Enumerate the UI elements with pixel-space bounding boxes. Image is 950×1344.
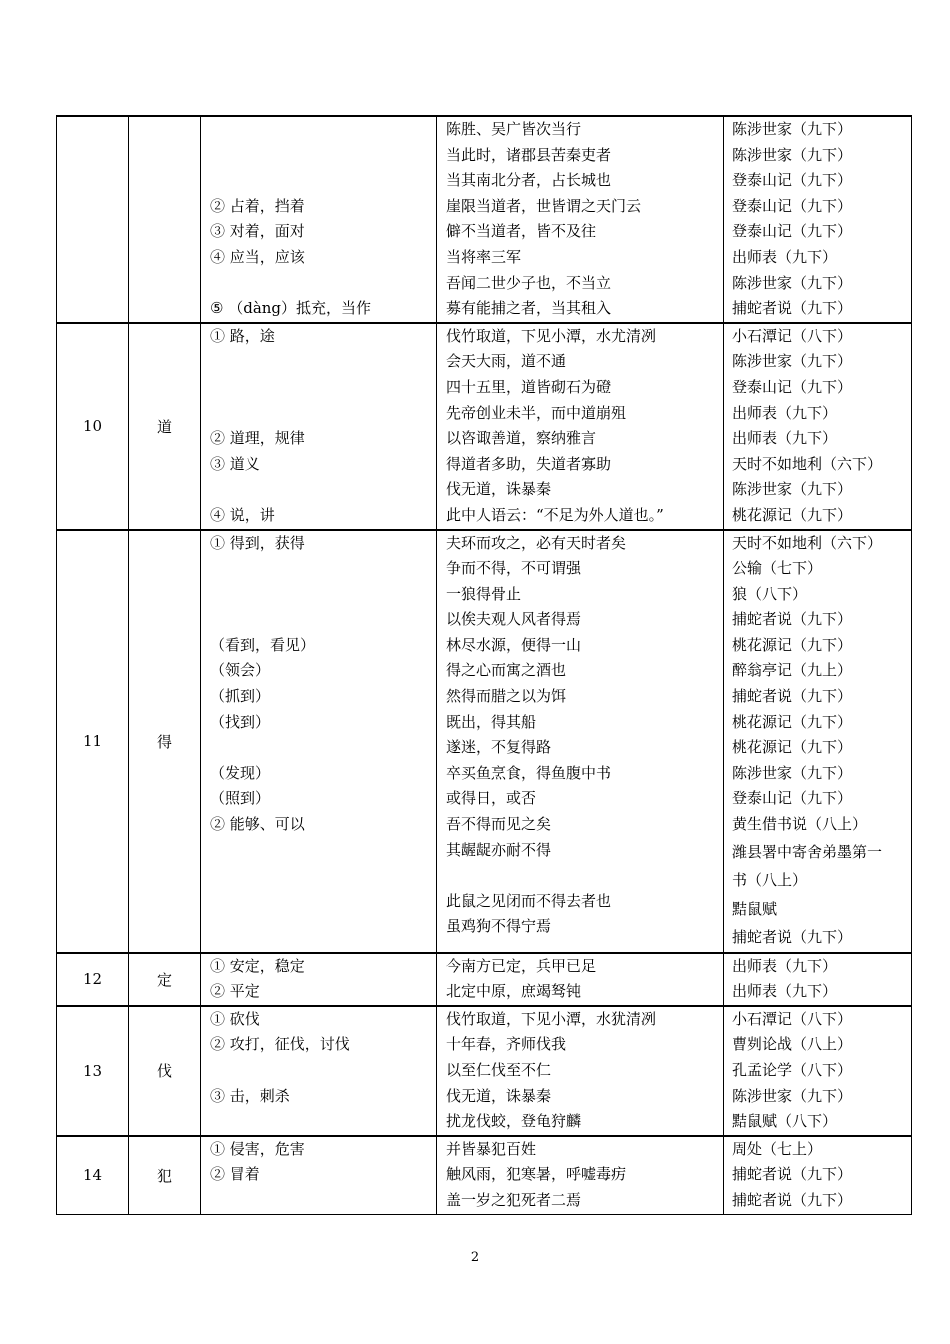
meaning-line xyxy=(201,477,436,503)
page-number: 2 xyxy=(470,1250,480,1265)
example-sentences-cell xyxy=(437,530,724,953)
sentence-line: 一狼得骨止 xyxy=(446,584,522,603)
source-line: 狼（八下） xyxy=(732,584,808,603)
sentence-line: 林尽水源，便得一山 xyxy=(446,635,582,654)
meaning-line: ② 占着，挡着 xyxy=(210,196,305,215)
sentence-line: 募有能捕之者，当其租入 xyxy=(446,299,612,318)
meaning-line: ④ 应当，应该 xyxy=(210,247,305,266)
source-line: 出师表（九下） xyxy=(732,429,838,448)
source-line: 小石潭记（八下） xyxy=(732,1009,853,1028)
meaning-line: ③ 击，刺杀 xyxy=(210,1086,290,1105)
meaning-line: （找到） xyxy=(210,712,271,731)
source-line: 公输（七下） xyxy=(732,559,823,578)
entry-number xyxy=(57,116,129,323)
meaning-line xyxy=(201,889,436,915)
source-line: 捕蛇者说（九下） xyxy=(732,299,853,318)
meaning-line xyxy=(201,1188,436,1214)
meaning-line: ② 道理，规律 xyxy=(210,429,305,448)
sentence-line: 盖一岁之犯死者二焉 xyxy=(446,1190,582,1209)
source-line: 登泰山记（九下） xyxy=(732,789,853,808)
example-sentences-cell xyxy=(437,953,724,1006)
sentence-line: 得之心而寓之酒也 xyxy=(446,661,567,680)
meaning-line: ③ 道义 xyxy=(210,454,260,473)
source-texts-cell xyxy=(724,116,912,323)
sentence-line: 会天大雨，道不通 xyxy=(446,352,567,371)
meaning-line: ① 砍伐 xyxy=(210,1009,260,1028)
source-line: 陈涉世家（九下） xyxy=(732,273,853,292)
source-texts-cell xyxy=(724,530,912,953)
meaning-line xyxy=(201,375,436,401)
source-line: 黄生借书说（八上） xyxy=(732,815,868,834)
meaning-line xyxy=(201,401,436,427)
meaning-line: （看到，看见） xyxy=(210,635,316,654)
table-row xyxy=(57,530,912,953)
source-line: 陈涉世家（九下） xyxy=(732,120,853,138)
sentence-line: 四十五里，道皆砌石为磴 xyxy=(446,377,612,396)
source-line: 登泰山记（九下） xyxy=(732,196,853,215)
meaning-line xyxy=(201,556,436,582)
meaning-line: ② 能够、可以 xyxy=(210,815,305,834)
sentence-line: 虽鸡狗不得宁焉 xyxy=(446,917,552,936)
source-texts-cell xyxy=(724,323,912,530)
source-line: 捕蛇者说（九下） xyxy=(732,1190,853,1209)
table-row xyxy=(57,116,912,323)
meaning-line xyxy=(201,735,436,761)
meaning-line: ④ 说，讲 xyxy=(210,505,275,524)
sentence-line: 争而不得，不可谓强 xyxy=(446,559,582,578)
source-line: 出师表（九下） xyxy=(732,403,838,422)
sentence-line: 伐无道，诛暴秦 xyxy=(446,480,552,499)
table-row xyxy=(57,1006,912,1136)
sentence-line: 吾闻二世少子也，不当立 xyxy=(446,273,612,292)
example-sentences-cell xyxy=(437,116,724,323)
meaning-line: （照到） xyxy=(210,789,271,808)
table-row xyxy=(57,953,912,1006)
entry-character: 道 xyxy=(129,323,201,530)
meaning-line xyxy=(201,117,436,143)
sentence-line: 以俟夫观人风者得焉 xyxy=(446,610,582,629)
meaning-line xyxy=(201,271,436,297)
source-line: 捕蛇者说（九下） xyxy=(732,610,853,629)
source-line: 周处（七上） xyxy=(732,1139,823,1158)
source-line: 潍县署中寄舍弟墨第一 xyxy=(732,842,883,861)
meaning-line: ① 侵害，危害 xyxy=(210,1139,305,1158)
sentence-line: 伐竹取道，下见小潭，水犹清冽 xyxy=(446,1009,657,1028)
sentence-line: 伐无道，诛暴秦 xyxy=(446,1086,552,1105)
source-line: 书（八上） xyxy=(732,871,808,890)
sentence-line: 伐竹取道，下见小潭，水尤清冽 xyxy=(446,326,657,345)
meaning-line: ② 冒着 xyxy=(210,1165,260,1184)
source-line: 陈涉世家（九下） xyxy=(732,763,853,782)
meaning-line: ② 攻打，征伐，讨伐 xyxy=(210,1035,350,1054)
meaning-line xyxy=(201,607,436,633)
table-row xyxy=(57,1136,912,1214)
sentence-line: 然得而腊之以为饵 xyxy=(446,687,567,706)
source-line: 曹刿论战（八上） xyxy=(732,1035,853,1054)
sentence-line: 遂迷，不复得路 xyxy=(446,738,552,757)
source-line: 出师表（九下） xyxy=(732,956,838,975)
meaning-line: （领会） xyxy=(210,661,271,680)
entry-character: 定 xyxy=(129,953,201,1006)
meaning-line: ① 安定，稳定 xyxy=(210,956,305,975)
sentence-line: 十年春，齐师伐我 xyxy=(446,1035,567,1054)
source-line: 桃花源记（九下） xyxy=(732,738,853,757)
sentence-line: 扰龙伐蛟，登龟狩麟 xyxy=(446,1112,582,1131)
source-texts-cell xyxy=(724,1136,912,1214)
meaning-line xyxy=(201,863,436,889)
sentence-line: 卒买鱼烹食，得鱼腹中书 xyxy=(446,763,612,782)
sentence-line: 当将率三军 xyxy=(446,247,522,266)
sentence-line: 当其南北分者，占长城也 xyxy=(446,171,612,190)
source-line: 醉翁亭记（九上） xyxy=(732,661,853,680)
meanings-cell xyxy=(201,953,437,1006)
source-line: 黠鼠赋（八下） xyxy=(732,1112,838,1131)
sentence-line: 崖限当道者，世皆谓之天门云 xyxy=(446,196,642,215)
source-line: 天时不如地利（六下） xyxy=(732,454,883,473)
sentence-line: 僻不当道者，皆不及往 xyxy=(446,222,597,241)
meaning-line xyxy=(201,582,436,608)
source-texts-cell xyxy=(724,1006,912,1136)
sentence-line: 或得日，或否 xyxy=(446,789,537,808)
source-line: 捕蛇者说（九下） xyxy=(732,1165,853,1184)
meaning-line: （发现） xyxy=(210,763,271,782)
meaning-line xyxy=(201,168,436,194)
sentence-line: 既出，得其船 xyxy=(446,712,537,731)
source-line: 捕蛇者说（九下） xyxy=(732,928,853,947)
meanings-cell xyxy=(201,116,437,323)
meanings-cell xyxy=(201,1136,437,1214)
source-line: 出师表（九下） xyxy=(732,982,838,1001)
source-line: 登泰山记（九下） xyxy=(732,222,853,241)
entry-number: 13 xyxy=(57,1006,129,1136)
meanings-cell xyxy=(201,323,437,530)
meaning-line xyxy=(201,349,436,375)
meanings-cell xyxy=(201,1006,437,1136)
source-line: 陈涉世家（九下） xyxy=(732,1086,853,1105)
sentence-line: 得道者多助，失道者寡助 xyxy=(446,454,612,473)
meaning-line: ① 得到，获得 xyxy=(210,533,305,552)
meaning-line: ① 路，途 xyxy=(210,326,275,345)
meaning-line xyxy=(201,143,436,169)
sentence-line: 夫环而攻之，必有天时者矣 xyxy=(446,533,627,552)
meanings-cell xyxy=(201,530,437,953)
sentence-line: 陈胜、吴广皆次当行 xyxy=(446,120,582,138)
sentence-line: 此中人语云：“不足为外人道也。” xyxy=(446,505,664,524)
meaning-line xyxy=(201,1058,436,1084)
source-line: 黠鼠赋 xyxy=(732,899,778,918)
source-line: 陈涉世家（九下） xyxy=(732,480,853,499)
example-sentences-cell xyxy=(437,1006,724,1136)
sentence-line: 以咨诹善道，察纳雅言 xyxy=(446,429,597,448)
sentence-line: 先帝创业未半，而中道崩殂 xyxy=(446,403,627,422)
source-line: 桃花源记（九下） xyxy=(732,712,853,731)
meaning-line xyxy=(201,838,436,864)
meaning-line: ③ 对着，面对 xyxy=(210,222,305,241)
meaning-line: ② 平定 xyxy=(210,982,260,1001)
source-line: 桃花源记（九下） xyxy=(732,505,853,524)
source-texts-cell xyxy=(724,953,912,1006)
meaning-line: （抓到） xyxy=(210,687,271,706)
sentence-line: 吾不得而见之矣 xyxy=(446,815,552,834)
source-line: 天时不如地利（六下） xyxy=(732,533,883,552)
sentence-line: 其龌龊亦耐不得 xyxy=(446,840,552,859)
entry-number: 12 xyxy=(57,953,129,1006)
sentence-line: 并皆暴犯百姓 xyxy=(446,1139,537,1158)
source-line: 出师表（九下） xyxy=(732,247,838,266)
source-line: 桃花源记（九下） xyxy=(732,635,853,654)
sentence-line: 今南方已定，兵甲已足 xyxy=(446,956,597,975)
entry-number: 11 xyxy=(57,530,129,953)
meaning-line: ⑤ （dàng）抵充，当作 xyxy=(210,299,372,318)
meaning-line xyxy=(201,1109,436,1135)
source-line: 陈涉世家（九下） xyxy=(732,145,853,164)
entry-character: 得 xyxy=(129,530,201,953)
vocabulary-table xyxy=(56,115,912,1215)
entry-number: 14 xyxy=(57,1136,129,1214)
source-line: 小石潭记（八下） xyxy=(732,326,853,345)
entry-character: 伐 xyxy=(129,1006,201,1136)
entry-character: 犯 xyxy=(129,1136,201,1214)
sentence-line: 以至仁伐至不仁 xyxy=(446,1061,552,1079)
sentence-line: 此鼠之见闭而不得去者也 xyxy=(446,891,612,910)
entry-character xyxy=(129,116,201,323)
sentence-line: 北定中原，庶竭驽钝 xyxy=(446,982,582,1001)
entry-number: 10 xyxy=(57,323,129,530)
example-sentences-cell xyxy=(437,323,724,530)
source-line: 陈涉世家（九下） xyxy=(732,352,853,371)
table-row xyxy=(57,323,912,530)
sentence-line: 当此时，诸郡县苦秦吏者 xyxy=(446,145,612,164)
sentence-line: 触风雨，犯寒暑，呼嘘毒疠 xyxy=(446,1165,627,1184)
source-line: 孔孟论学（八下） xyxy=(732,1061,853,1079)
example-sentences-cell xyxy=(437,1136,724,1214)
source-line: 捕蛇者说（九下） xyxy=(732,687,853,706)
source-line: 登泰山记（九下） xyxy=(732,171,853,190)
source-line: 登泰山记（九下） xyxy=(732,377,853,396)
